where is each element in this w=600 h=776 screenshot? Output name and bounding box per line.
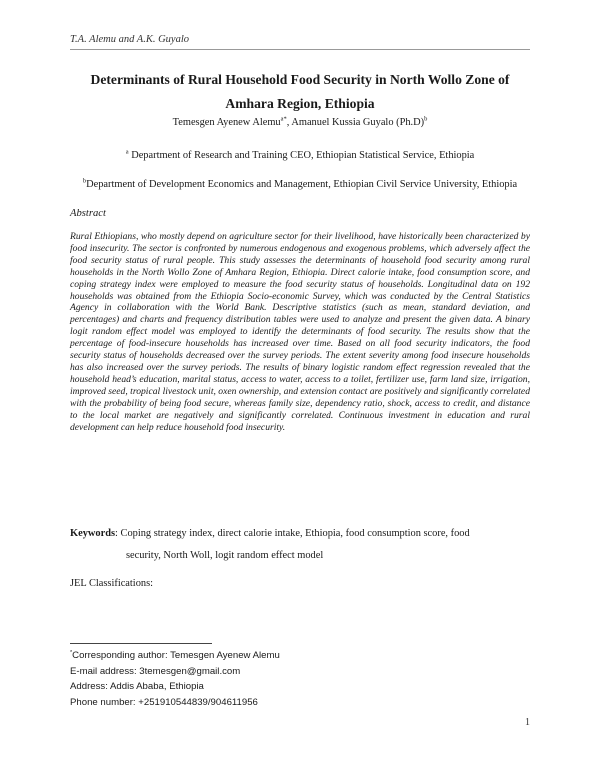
author-separator: , <box>286 117 292 128</box>
affiliation-b-mark: b <box>82 177 87 185</box>
author-2-mark: b <box>424 115 428 123</box>
footnote <box>70 648 280 710</box>
footnote-rule <box>70 643 212 644</box>
author-1-mark: a* <box>280 115 287 123</box>
affiliation-b-text: Department of Development Economics and Management, Ethiopian Civil Service University, Ethiopia <box>86 179 518 190</box>
footnote-phone: Phone number: +251910544839/904611956 <box>70 696 258 708</box>
paper-title <box>70 68 530 116</box>
header-rule <box>70 49 530 50</box>
abstract-body: Rural Ethiopians, who mostly depend on agriculture sector for their livelihood, have historically been characterized by food insecurity. The sector is confronted by numerous endogenous and exogenous problems, which adversely affect the food security status of rural people. This study assesses the determinants of household food security among rural households in the North Wollo Zone of Amhara Region, Ethiopia. Direct calorie intake, food consumption score, and coping strategy index were employed to measure the food security status of households. Longitudinal data on 192 households was obtained from the Ethiopia Socio-economic Survey, which was conducted by the Central Statistics Agency in collaboration with the World Bank. Descriptive statistics (such as mean, standard deviation, and percentages) and charts and frequency distribution tables were used to analyze and present the given data. A binary logit random effect model was employed to identify the determinants of food security. The results show that the percentage of food-insecure households has increased over time. Based on all food security indicators, the food security status of households decreased over the survey periods. The extent severity among food insecure households has also increased over the survey periods. The results of binary logistic random effect regression revealed that the household head’s education, marital status, access to water, access to a toilet, fertilizer use, farm land size, irrigation, improved seed, tropical livestock unit, oxen ownership, and extension contact are positively and significantly correlated with the probability of being food secure, whereas family size, dependency ratio, shock, access to credit, and distance to the local market are negatively and significantly correlated. Continuous investment in education and rural development can help reduce household food insecurity. <box>70 231 530 433</box>
page-number: 1 <box>525 717 530 728</box>
keywords-label: Keywords <box>70 528 116 539</box>
title-line-1: Determinants of Rural Household Food Security in North Wollo Zone of <box>90 72 510 87</box>
author-1-name: Temesgen Ayenew Alemu <box>172 117 281 128</box>
footnote-email: E-mail address: 3temesgen@gmail.com <box>70 665 241 677</box>
jel-classifications: JEL Classifications: <box>70 578 154 589</box>
running-header: T.A. Alemu and A.K. Guyalo <box>70 34 189 45</box>
footnote-corresponding <box>70 648 280 664</box>
title-line-2: Amhara Region, Ethiopia <box>225 96 375 111</box>
footnote-corresponding-text: Corresponding author: Temesgen Ayenew Alemu <box>72 650 280 661</box>
affiliation-a-text: Department of Research and Training CEO, Ethiopian Statistical Service, Ethiopia <box>128 150 475 161</box>
abstract-heading: Abstract <box>70 208 106 219</box>
footnote-mark: * <box>70 649 73 656</box>
keywords-line-2: security, North Woll, logit random effect model <box>126 550 324 561</box>
affiliation-a <box>70 150 530 161</box>
author-line <box>70 117 530 128</box>
author-2-name: Amanuel Kussia Guyalo (Ph.D) <box>291 117 425 128</box>
keywords <box>70 523 530 567</box>
footnote-address: Address: Addis Ababa, Ethiopia <box>70 681 204 692</box>
affiliation-b <box>70 179 530 190</box>
keywords-line-1: : Coping strategy index, direct calorie intake, Ethiopia, food consumption score, food <box>115 528 470 539</box>
affiliation-a-mark: a <box>125 148 129 156</box>
